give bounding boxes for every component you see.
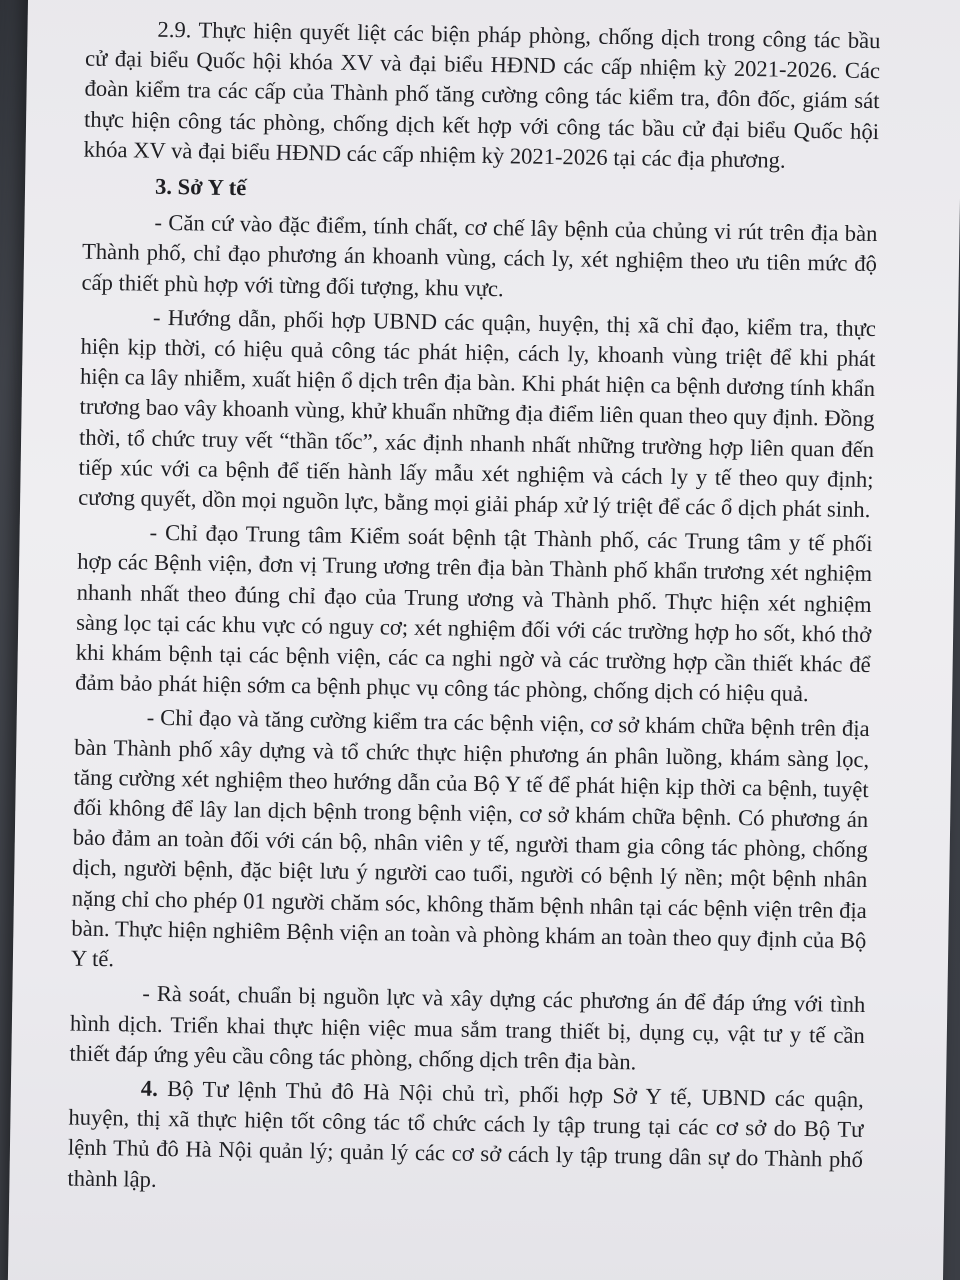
bullet-paragraph: - Chỉ đạo và tăng cường kiểm tra các bệnh viện, cơ sở khám chữa bệnh trên địa bàn Thành phố xây dựng và tổ chức thực hiện phương án phân luồng, khám sàng lọc, tăng cường xét nghiệm theo hướng dẫn của Bộ Y tế để phát hiện kịp thời ca bệnh, tuyệt đối không để lây lan dịch bệnh trong bệnh viện, cơ sở khám chữa bệnh. Có phương án bảo đảm an toàn đối với cán bộ, nhân viên y tế, người tham gia công tác phòng, chống dịch, người bệnh, đặc biệt lưu ý người cao tuổi, người có bệnh lý nền; một bệnh nhân nặng chỉ cho phép 01 người chăm sóc, không thăm bệnh nhân tại các bệnh viện trên địa bàn. Thực hiện nghiêm Bệnh viện an toàn và phòng khám an toàn theo quy định của Bộ Y tế.: [70, 705, 870, 972]
bullet-paragraph: - Chỉ đạo Trung tâm Kiểm soát bệnh tật Thành phố, các Trung tâm y tế phối hợp các Bệnh viện, đơn vị Trung ương trên địa bàn Thành phố khẩn trương xét nghiệm nhanh nhất theo đúng chỉ đạo của Trung ương và Thành phố. Thực hiện xét nghiệm sàng lọc tại các khu vực có nguy cơ; xét nghiệm đối với các trường hợp ho sốt, khó thở khi khám bệnh tại các bệnh viện, các ca nghi ngờ và các trường hợp cần thiết khác để đảm bảo phát hiện sớm ca bệnh phục vụ công tác phòng, chống dịch có hiệu quả.: [75, 519, 873, 707]
bullet-paragraph: - Rà soát, chuẩn bị nguồn lực và xây dựng các phương án để đáp ứng với tình hình dịch. Triển khai thực hiện việc mua sắm trang thiết bị, dụng cụ, vật tư y tế cần thiết đáp ứng yêu cầu công tác phòng, chống dịch trên địa bàn.: [69, 980, 866, 1075]
paragraph-4: [67, 1072, 864, 1205]
paragraph-4-text: Bộ Tư lệnh Thủ đô Hà Nội chủ trì, phối hợp Sở Y tế, UBND các quận, huyện, thị xã thực hiện tốt công tác tổ chức cách ly tập trung tại các cơ sở do Bộ Tư lệnh Thủ đô Hà Nội quản lý; quản lý các cơ sở cách ly tập trung dân sự do Thành phố thành lập.: [67, 1075, 865, 1192]
section-heading-3: 3. Sở Y tế: [154, 173, 247, 201]
document-body: [67, 14, 880, 1210]
bullet-paragraph: - Căn cứ vào đặc điểm, tính chất, cơ chế lây bệnh của chủng vi rút trên địa bàn Thành phố, chỉ đạo phương án khoanh vùng, cách ly, xét nghiệm theo ưu tiên mức độ cấp thiết phù hợp với từng đối tượng, khu vực.: [81, 209, 878, 301]
document-page: [8, 0, 960, 1280]
bullet-paragraph: - Hướng dẫn, phối hợp UBND các quận, huyện, thị xã chỉ đạo, kiểm tra, thực hiện kịp thời, có hiệu quả công tác phát hiện, cách ly, khoanh vùng triệt để khi phát hiện ca lây nhiễm, xuất hiện ổ dịch trên địa bàn. Khi phát hiện ca bệnh dương tính khẩn trương bao vây khoanh vùng, khử khuẩn những địa điểm liên quan theo quy định. Đồng thời, tổ chức truy vết “thần tốc”, xác định nhanh nhất những trường hợp liên quan đến tiếp xúc với ca bệnh để tiến hành lấy mẫu xét nghiệm và cách ly y tế theo quy định; cương quyết, dồn mọi nguồn lực, bằng mọi giải pháp xử lý triệt để các ổ dịch phát sinh.: [77, 304, 877, 523]
paragraph-2-9: 2.9. Thực hiện quyết liệt các biện pháp phòng, chống dịch trong công tác bầu cử đại biểu Quốc hội khóa XV và đại biểu HĐND các cấp nhiệm kỳ 2021-2026. Các đoàn kiểm tra các cấp của Thành phố tăng cường công tác kiểm tra, đôn đốc, giám sát thực hiện công tác phòng, chống dịch kết hợp với công tác bầu cử đại biểu Quốc hội khóa XV và đại biểu HĐND các cấp nhiệm kỳ 2021-2026 tại các địa phương.: [83, 16, 881, 173]
section-number-4: 4.: [140, 1075, 159, 1101]
